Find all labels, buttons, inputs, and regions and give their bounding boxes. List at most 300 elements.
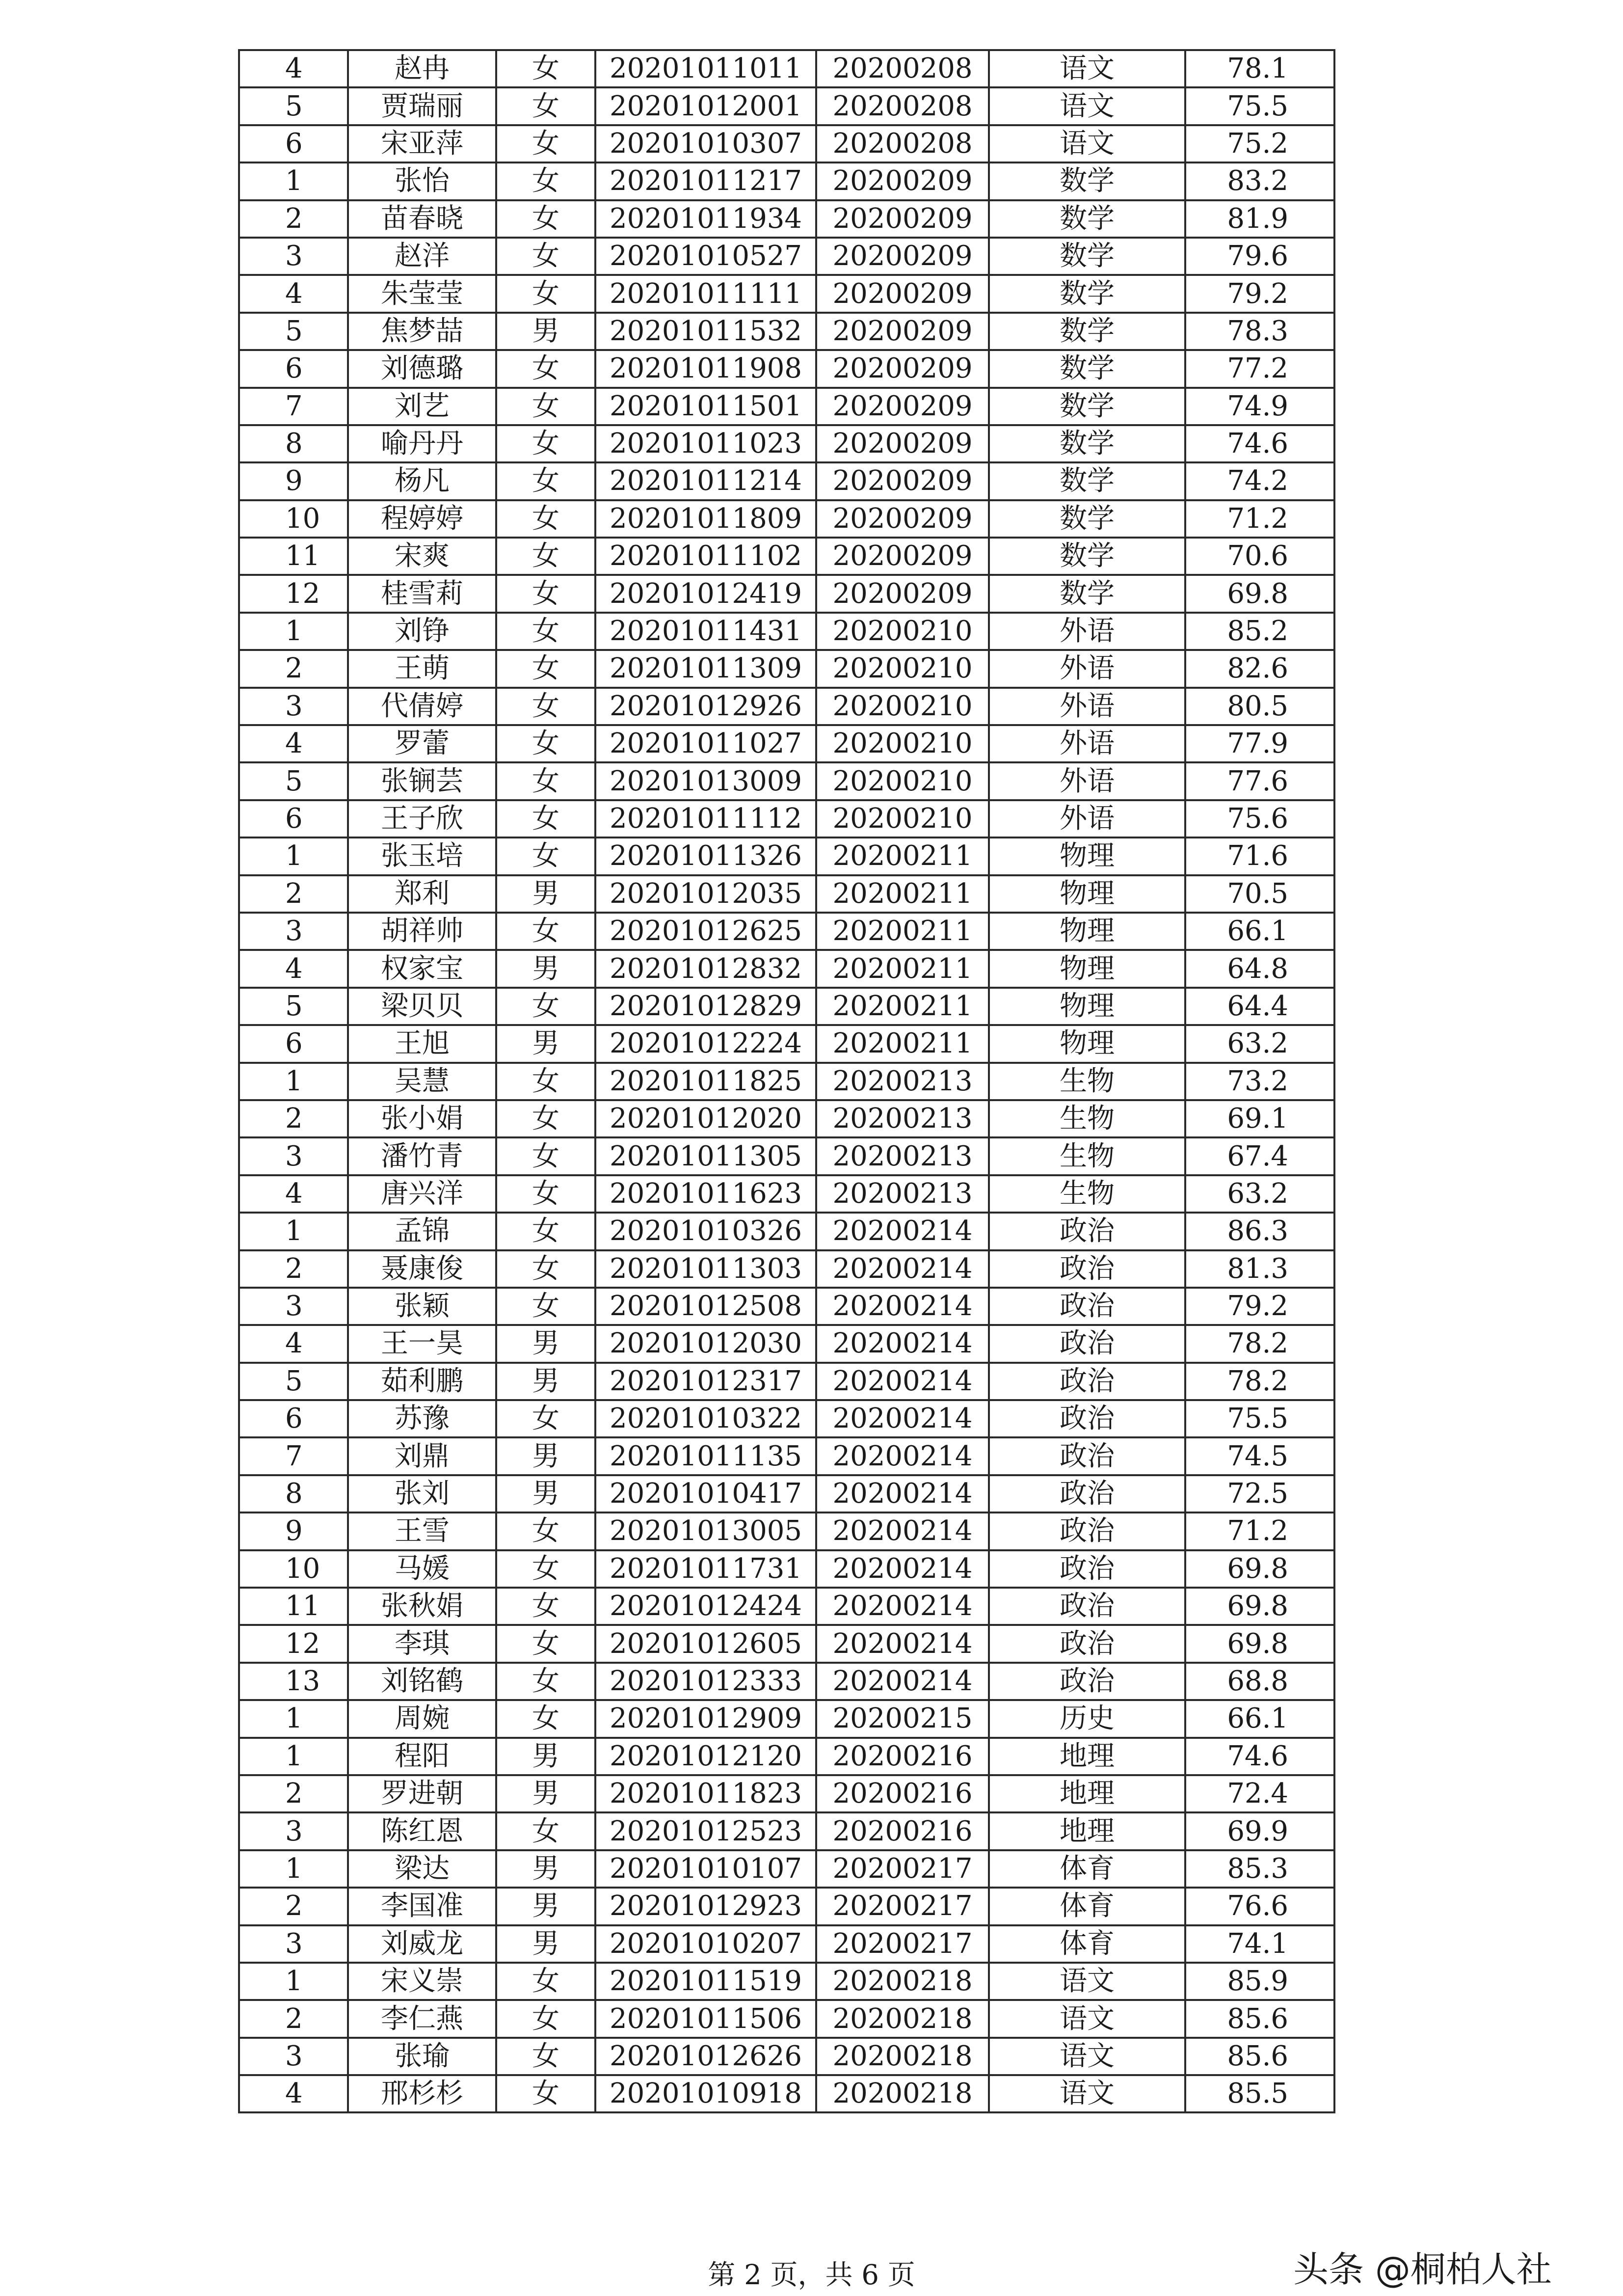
- position-code-cell: 20200214: [816, 1363, 989, 1400]
- seq-cell: 3: [239, 688, 348, 725]
- table-row: [239, 388, 1334, 425]
- exam-id-cell: 20201011532: [595, 313, 816, 350]
- position-code-cell: 20200209: [816, 388, 989, 425]
- score-cell: 83.2: [1185, 162, 1334, 200]
- score-cell: 64.4: [1185, 988, 1334, 1025]
- name-cell: 李琪: [348, 1625, 496, 1662]
- exam-id-cell: 20201012508: [595, 1288, 816, 1325]
- gender-cell: 女: [496, 1400, 595, 1437]
- name-cell: 苗春晓: [348, 200, 496, 238]
- name-cell: 茹利鹏: [348, 1363, 496, 1400]
- seq-cell: 11: [239, 1588, 348, 1625]
- score-cell: 75.6: [1185, 800, 1334, 837]
- name-cell: 刘德璐: [348, 350, 496, 387]
- exam-id-cell: 20201011305: [595, 1137, 816, 1175]
- score-cell: 77.2: [1185, 350, 1334, 387]
- subject-cell: 体育: [989, 1850, 1185, 1888]
- exam-id-cell: 20201011217: [595, 162, 816, 200]
- seq-cell: 2: [239, 1775, 348, 1812]
- exam-id-cell: 20201012523: [595, 1812, 816, 1850]
- name-cell: 罗蕾: [348, 725, 496, 762]
- name-cell: 李国准: [348, 1888, 496, 1925]
- seq-cell: 6: [239, 350, 348, 387]
- position-code-cell: 20200218: [816, 2000, 989, 2037]
- position-code-cell: 20200217: [816, 1850, 989, 1888]
- position-code-cell: 20200209: [816, 313, 989, 350]
- exam-id-cell: 20201011825: [595, 1063, 816, 1100]
- table-row: [239, 1025, 1334, 1062]
- score-cell: 74.6: [1185, 1738, 1334, 1775]
- table-row: [239, 725, 1334, 762]
- subject-cell: 数学: [989, 538, 1185, 575]
- seq-cell: 1: [239, 613, 348, 650]
- score-cell: 74.2: [1185, 462, 1334, 500]
- score-cell: 78.2: [1185, 1325, 1334, 1362]
- seq-cell: 3: [239, 1288, 348, 1325]
- position-code-cell: 20200209: [816, 500, 989, 538]
- gender-cell: 女: [496, 1063, 595, 1100]
- exam-id-cell: 20201012909: [595, 1700, 816, 1737]
- table-row: [239, 2038, 1334, 2075]
- exam-id-cell: 20201012832: [595, 950, 816, 987]
- seq-cell: 3: [239, 913, 348, 950]
- table-row: [239, 1363, 1334, 1400]
- gender-cell: 女: [496, 1137, 595, 1175]
- seq-cell: 12: [239, 1625, 348, 1662]
- exam-id-cell: 20201011027: [595, 725, 816, 762]
- gender-cell: 女: [496, 538, 595, 575]
- name-cell: 程婷婷: [348, 500, 496, 538]
- table-row: [239, 87, 1334, 125]
- seq-cell: 6: [239, 125, 348, 162]
- position-code-cell: 20200209: [816, 575, 989, 612]
- table-row: [239, 613, 1334, 650]
- table-row: [239, 162, 1334, 200]
- subject-cell: 体育: [989, 1925, 1185, 1963]
- name-cell: 张刘: [348, 1475, 496, 1513]
- subject-cell: 生物: [989, 1137, 1185, 1175]
- subject-cell: 物理: [989, 1025, 1185, 1062]
- page-footer: 第 2 页，共 6 页: [708, 2259, 915, 2291]
- exam-id-cell: 20201012626: [595, 2038, 816, 2075]
- position-code-cell: 20200209: [816, 538, 989, 575]
- subject-cell: 数学: [989, 388, 1185, 425]
- gender-cell: 男: [496, 1363, 595, 1400]
- subject-cell: 外语: [989, 650, 1185, 687]
- gender-cell: 女: [496, 162, 595, 200]
- gender-cell: 女: [496, 837, 595, 875]
- table-row: [239, 425, 1334, 462]
- seq-cell: 10: [239, 1550, 348, 1588]
- exam-id-cell: 20201011809: [595, 500, 816, 538]
- subject-cell: 数学: [989, 275, 1185, 312]
- score-cell: 71.6: [1185, 837, 1334, 875]
- gender-cell: 女: [496, 575, 595, 612]
- position-code-cell: 20200214: [816, 1625, 989, 1662]
- name-cell: 权家宝: [348, 950, 496, 987]
- score-cell: 85.3: [1185, 1850, 1334, 1888]
- table-row: [239, 1625, 1334, 1662]
- score-cell: 85.9: [1185, 1963, 1334, 2000]
- position-code-cell: 20200209: [816, 275, 989, 312]
- name-cell: 宋义崇: [348, 1963, 496, 2000]
- name-cell: 梁达: [348, 1850, 496, 1888]
- exam-id-cell: 20201012424: [595, 1588, 816, 1625]
- name-cell: 朱莹莹: [348, 275, 496, 312]
- seq-cell: 8: [239, 1475, 348, 1513]
- exam-id-cell: 20201011011: [595, 50, 816, 87]
- table-row: [239, 275, 1334, 312]
- gender-cell: 女: [496, 50, 595, 87]
- table-row: [239, 1700, 1334, 1737]
- score-cell: 79.2: [1185, 275, 1334, 312]
- name-cell: 张锎芸: [348, 762, 496, 800]
- score-cell: 75.2: [1185, 125, 1334, 162]
- exam-id-cell: 20201012923: [595, 1888, 816, 1925]
- exam-id-cell: 20201011623: [595, 1175, 816, 1213]
- seq-cell: 11: [239, 538, 348, 575]
- table-row: [239, 1550, 1334, 1588]
- table-row: [239, 1400, 1334, 1437]
- subject-cell: 语文: [989, 2038, 1185, 2075]
- name-cell: 贾瑞丽: [348, 87, 496, 125]
- table-row: [239, 1437, 1334, 1475]
- score-cell: 70.6: [1185, 538, 1334, 575]
- score-cell: 85.6: [1185, 2000, 1334, 2037]
- name-cell: 赵冉: [348, 50, 496, 87]
- exam-id-cell: 20201012829: [595, 988, 816, 1025]
- subject-cell: 数学: [989, 200, 1185, 238]
- seq-cell: 2: [239, 650, 348, 687]
- gender-cell: 女: [496, 200, 595, 238]
- score-cell: 82.6: [1185, 650, 1334, 687]
- score-cell: 72.5: [1185, 1475, 1334, 1513]
- exam-id-cell: 20201011501: [595, 388, 816, 425]
- position-code-cell: 20200213: [816, 1100, 989, 1137]
- subject-cell: 政治: [989, 1663, 1185, 1700]
- name-cell: 张怡: [348, 162, 496, 200]
- table-row: [239, 1100, 1334, 1137]
- position-code-cell: 20200214: [816, 1588, 989, 1625]
- table-row: [239, 575, 1334, 612]
- subject-cell: 数学: [989, 162, 1185, 200]
- position-code-cell: 20200209: [816, 462, 989, 500]
- exam-id-cell: 20201013009: [595, 762, 816, 800]
- subject-cell: 政治: [989, 1400, 1185, 1437]
- gender-cell: 男: [496, 1775, 595, 1812]
- score-cell: 68.8: [1185, 1663, 1334, 1700]
- subject-cell: 政治: [989, 1550, 1185, 1588]
- seq-cell: 4: [239, 1325, 348, 1362]
- position-code-cell: 20200214: [816, 1213, 989, 1250]
- gender-cell: 女: [496, 238, 595, 275]
- position-code-cell: 20200209: [816, 162, 989, 200]
- subject-cell: 地理: [989, 1812, 1185, 1850]
- exam-id-cell: 20201011506: [595, 2000, 816, 2037]
- table-row: [239, 1663, 1334, 1700]
- score-cell: 77.6: [1185, 762, 1334, 800]
- score-cell: 77.9: [1185, 725, 1334, 762]
- subject-cell: 政治: [989, 1475, 1185, 1513]
- name-cell: 刘威龙: [348, 1925, 496, 1963]
- score-cell: 81.9: [1185, 200, 1334, 238]
- gender-cell: 女: [496, 725, 595, 762]
- position-code-cell: 20200211: [816, 1025, 989, 1062]
- gender-cell: 女: [496, 1625, 595, 1662]
- position-code-cell: 20200210: [816, 613, 989, 650]
- gender-cell: 女: [496, 800, 595, 837]
- subject-cell: 政治: [989, 1588, 1185, 1625]
- watermark-text: 头条 @桐柏人社: [1293, 2249, 1552, 2290]
- score-cell: 85.5: [1185, 2075, 1334, 2112]
- position-code-cell: 20200208: [816, 125, 989, 162]
- gender-cell: 女: [496, 1812, 595, 1850]
- score-cell: 70.5: [1185, 875, 1334, 913]
- table-row: [239, 538, 1334, 575]
- exam-id-cell: 20201010322: [595, 1400, 816, 1437]
- name-cell: 胡祥帅: [348, 913, 496, 950]
- table-row: [239, 1738, 1334, 1775]
- subject-cell: 物理: [989, 837, 1185, 875]
- exam-id-cell: 20201012333: [595, 1663, 816, 1700]
- exam-id-cell: 20201011112: [595, 800, 816, 837]
- exam-id-cell: 20201010918: [595, 2075, 816, 2112]
- gender-cell: 女: [496, 425, 595, 462]
- subject-cell: 语文: [989, 2000, 1185, 2037]
- gender-cell: 女: [496, 350, 595, 387]
- seq-cell: 1: [239, 1213, 348, 1250]
- name-cell: 苏豫: [348, 1400, 496, 1437]
- gender-cell: 女: [496, 988, 595, 1025]
- position-code-cell: 20200216: [816, 1775, 989, 1812]
- name-cell: 刘铭鹤: [348, 1663, 496, 1700]
- gender-cell: 女: [496, 762, 595, 800]
- seq-cell: 6: [239, 1025, 348, 1062]
- name-cell: 桂雪莉: [348, 575, 496, 612]
- table-row: [239, 913, 1334, 950]
- seq-cell: 1: [239, 1063, 348, 1100]
- exam-id-cell: 20201010307: [595, 125, 816, 162]
- seq-cell: 2: [239, 2000, 348, 2037]
- subject-cell: 政治: [989, 1288, 1185, 1325]
- table-row: [239, 1063, 1334, 1100]
- score-cell: 69.8: [1185, 1550, 1334, 1588]
- table-row: [239, 837, 1334, 875]
- exam-id-cell: 20201012035: [595, 875, 816, 913]
- name-cell: 聂康俊: [348, 1250, 496, 1288]
- position-code-cell: 20200214: [816, 1400, 989, 1437]
- seq-cell: 4: [239, 725, 348, 762]
- subject-cell: 政治: [989, 1250, 1185, 1288]
- name-cell: 焦梦喆: [348, 313, 496, 350]
- seq-cell: 1: [239, 162, 348, 200]
- exam-id-cell: 20201012020: [595, 1100, 816, 1137]
- position-code-cell: 20200208: [816, 87, 989, 125]
- exam-id-cell: 20201012030: [595, 1325, 816, 1362]
- gender-cell: 女: [496, 2038, 595, 2075]
- table-row: [239, 650, 1334, 687]
- subject-cell: 外语: [989, 762, 1185, 800]
- exam-id-cell: 20201011731: [595, 1550, 816, 1588]
- exam-id-cell: 20201011908: [595, 350, 816, 387]
- gender-cell: 男: [496, 1025, 595, 1062]
- seq-cell: 2: [239, 1100, 348, 1137]
- name-cell: 赵洋: [348, 238, 496, 275]
- seq-cell: 1: [239, 1700, 348, 1737]
- score-table: [238, 49, 1335, 2113]
- name-cell: 王雪: [348, 1513, 496, 1550]
- gender-cell: 男: [496, 1437, 595, 1475]
- exam-id-cell: 20201011823: [595, 1775, 816, 1812]
- exam-id-cell: 20201010417: [595, 1475, 816, 1513]
- score-cell: 79.2: [1185, 1288, 1334, 1325]
- seq-cell: 1: [239, 837, 348, 875]
- score-cell: 74.5: [1185, 1437, 1334, 1475]
- gender-cell: 女: [496, 2000, 595, 2037]
- table-body: [239, 50, 1334, 2112]
- score-cell: 69.1: [1185, 1100, 1334, 1137]
- seq-cell: 5: [239, 762, 348, 800]
- subject-cell: 外语: [989, 688, 1185, 725]
- exam-id-cell: 20201011102: [595, 538, 816, 575]
- position-code-cell: 20200218: [816, 2075, 989, 2112]
- name-cell: 孟锦: [348, 1213, 496, 1250]
- gender-cell: 男: [496, 1475, 595, 1513]
- gender-cell: 女: [496, 1700, 595, 1737]
- subject-cell: 数学: [989, 575, 1185, 612]
- subject-cell: 体育: [989, 1888, 1185, 1925]
- exam-id-cell: 20201010107: [595, 1850, 816, 1888]
- gender-cell: 女: [496, 650, 595, 687]
- name-cell: 吴慧: [348, 1063, 496, 1100]
- position-code-cell: 20200218: [816, 2038, 989, 2075]
- seq-cell: 3: [239, 2038, 348, 2075]
- subject-cell: 外语: [989, 725, 1185, 762]
- subject-cell: 物理: [989, 913, 1185, 950]
- position-code-cell: 20200210: [816, 725, 989, 762]
- subject-cell: 数学: [989, 500, 1185, 538]
- seq-cell: 1: [239, 1963, 348, 2000]
- exam-id-cell: 20201011519: [595, 1963, 816, 2000]
- name-cell: 梁贝贝: [348, 988, 496, 1025]
- score-cell: 80.5: [1185, 688, 1334, 725]
- position-code-cell: 20200214: [816, 1513, 989, 1550]
- position-code-cell: 20200209: [816, 238, 989, 275]
- subject-cell: 语文: [989, 87, 1185, 125]
- exam-id-cell: 20201011431: [595, 613, 816, 650]
- seq-cell: 4: [239, 950, 348, 987]
- score-cell: 85.6: [1185, 2038, 1334, 2075]
- position-code-cell: 20200214: [816, 1475, 989, 1513]
- subject-cell: 语文: [989, 1963, 1185, 2000]
- score-cell: 78.3: [1185, 313, 1334, 350]
- seq-cell: 2: [239, 1888, 348, 1925]
- position-code-cell: 20200216: [816, 1812, 989, 1850]
- table-row: [239, 1812, 1334, 1850]
- name-cell: 王一昊: [348, 1325, 496, 1362]
- position-code-cell: 20200214: [816, 1325, 989, 1362]
- table-row: [239, 125, 1334, 162]
- exam-id-cell: 20201011023: [595, 425, 816, 462]
- seq-cell: 7: [239, 388, 348, 425]
- score-cell: 66.1: [1185, 1700, 1334, 1737]
- gender-cell: 男: [496, 313, 595, 350]
- seq-cell: 7: [239, 1437, 348, 1475]
- position-code-cell: 20200211: [816, 913, 989, 950]
- score-cell: 78.1: [1185, 50, 1334, 87]
- gender-cell: 女: [496, 913, 595, 950]
- table-row: [239, 2075, 1334, 2112]
- name-cell: 马媛: [348, 1550, 496, 1588]
- position-code-cell: 20200211: [816, 950, 989, 987]
- name-cell: 程阳: [348, 1738, 496, 1775]
- seq-cell: 9: [239, 1513, 348, 1550]
- exam-id-cell: 20201011303: [595, 1250, 816, 1288]
- seq-cell: 3: [239, 238, 348, 275]
- subject-cell: 语文: [989, 125, 1185, 162]
- seq-cell: 5: [239, 988, 348, 1025]
- exam-id-cell: 20201011326: [595, 837, 816, 875]
- position-code-cell: 20200217: [816, 1888, 989, 1925]
- subject-cell: 数学: [989, 313, 1185, 350]
- score-cell: 81.3: [1185, 1250, 1334, 1288]
- exam-id-cell: 20201010527: [595, 238, 816, 275]
- subject-cell: 地理: [989, 1775, 1185, 1812]
- seq-cell: 3: [239, 1137, 348, 1175]
- table-row: [239, 1588, 1334, 1625]
- seq-cell: 5: [239, 1363, 348, 1400]
- name-cell: 陈红恩: [348, 1812, 496, 1850]
- position-code-cell: 20200213: [816, 1175, 989, 1213]
- position-code-cell: 20200211: [816, 875, 989, 913]
- table-row: [239, 875, 1334, 913]
- subject-cell: 物理: [989, 875, 1185, 913]
- name-cell: 杨凡: [348, 462, 496, 500]
- position-code-cell: 20200214: [816, 1437, 989, 1475]
- gender-cell: 女: [496, 1100, 595, 1137]
- gender-cell: 男: [496, 1925, 595, 1963]
- gender-cell: 女: [496, 1175, 595, 1213]
- position-code-cell: 20200215: [816, 1700, 989, 1737]
- score-cell: 78.2: [1185, 1363, 1334, 1400]
- name-cell: 宋亚萍: [348, 125, 496, 162]
- gender-cell: 女: [496, 500, 595, 538]
- gender-cell: 男: [496, 1850, 595, 1888]
- name-cell: 潘竹青: [348, 1137, 496, 1175]
- gender-cell: 女: [496, 462, 595, 500]
- gender-cell: 女: [496, 388, 595, 425]
- table-row: [239, 762, 1334, 800]
- score-cell: 74.1: [1185, 1925, 1334, 1963]
- table-row: [239, 950, 1334, 987]
- gender-cell: 女: [496, 688, 595, 725]
- score-cell: 63.2: [1185, 1175, 1334, 1213]
- position-code-cell: 20200214: [816, 1550, 989, 1588]
- name-cell: 王萌: [348, 650, 496, 687]
- position-code-cell: 20200210: [816, 650, 989, 687]
- score-cell: 64.8: [1185, 950, 1334, 987]
- seq-cell: 6: [239, 800, 348, 837]
- score-cell: 76.6: [1185, 1888, 1334, 1925]
- name-cell: 张秋娟: [348, 1588, 496, 1625]
- gender-cell: 女: [496, 275, 595, 312]
- subject-cell: 语文: [989, 2075, 1185, 2112]
- score-cell: 75.5: [1185, 87, 1334, 125]
- subject-cell: 语文: [989, 50, 1185, 87]
- subject-cell: 数学: [989, 462, 1185, 500]
- name-cell: 周婉: [348, 1700, 496, 1737]
- table-row: [239, 1288, 1334, 1325]
